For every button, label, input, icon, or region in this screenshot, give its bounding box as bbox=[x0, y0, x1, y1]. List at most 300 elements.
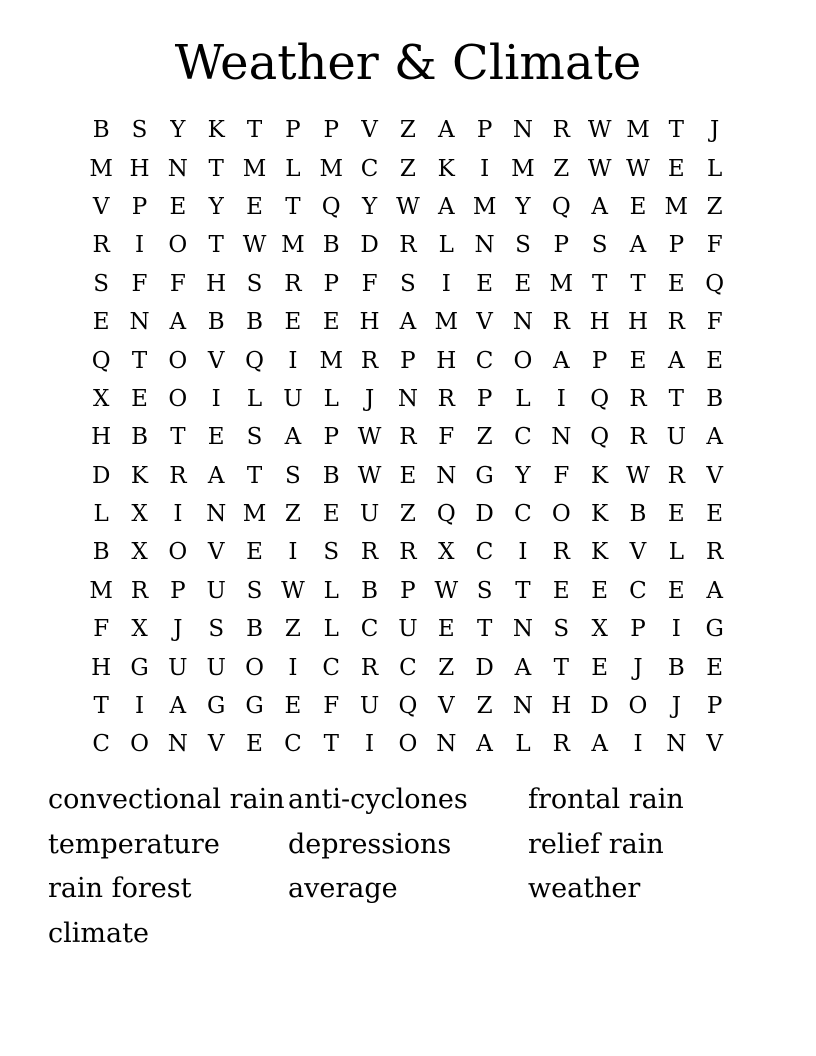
word-bank-item: depressions bbox=[288, 828, 452, 860]
grid-letter: A bbox=[591, 731, 608, 758]
grid-letter: O bbox=[551, 501, 571, 528]
grid-letter: P bbox=[668, 232, 685, 259]
grid-letter: B bbox=[322, 232, 340, 259]
grid-letter: B bbox=[706, 385, 724, 412]
grid-letter: C bbox=[629, 577, 647, 604]
grid-letter: O bbox=[168, 539, 188, 566]
grid-letter: R bbox=[552, 117, 570, 144]
grid-letter: S bbox=[246, 424, 263, 451]
grid-letter: L bbox=[668, 539, 684, 566]
grid-letter: W bbox=[626, 155, 650, 182]
grid-letter: G bbox=[705, 616, 724, 643]
grid-letter: T bbox=[323, 731, 339, 758]
grid-letter: E bbox=[246, 539, 263, 566]
grid-letter: A bbox=[706, 577, 723, 604]
grid-letter: J bbox=[671, 693, 681, 720]
word-bank-item: rain forest bbox=[48, 873, 192, 905]
grid-letter: Q bbox=[398, 693, 418, 720]
grid-letter: P bbox=[476, 117, 493, 144]
grid-letter: K bbox=[591, 462, 609, 489]
grid-letter: E bbox=[667, 577, 685, 604]
grid-letter: V bbox=[207, 539, 225, 566]
grid-row bbox=[82, 418, 734, 456]
grid-letter: F bbox=[438, 424, 455, 451]
grid-letter: S bbox=[476, 577, 493, 604]
grid-letter: O bbox=[168, 385, 188, 412]
grid-letter: D bbox=[590, 693, 609, 720]
grid-letter: I bbox=[518, 539, 528, 566]
grid-letter: F bbox=[169, 270, 186, 297]
grid-row bbox=[82, 457, 734, 495]
grid-letter: E bbox=[322, 501, 340, 528]
grid-letter: R bbox=[437, 385, 455, 412]
grid-letter: G bbox=[475, 462, 494, 489]
grid-letter: Y bbox=[208, 193, 224, 220]
grid-letter: C bbox=[92, 731, 110, 758]
grid-letter: A bbox=[437, 193, 455, 220]
grid-letter: U bbox=[168, 654, 188, 681]
letter-grid bbox=[82, 111, 734, 764]
grid-letter: T bbox=[630, 270, 646, 297]
grid-letter: E bbox=[131, 385, 148, 412]
grid-letter: U bbox=[206, 577, 226, 604]
grid-letter: R bbox=[706, 539, 724, 566]
grid-letter: H bbox=[551, 693, 572, 720]
grid-letter: C bbox=[399, 654, 417, 681]
grid-letter: B bbox=[92, 539, 110, 566]
word-bank-item: temperature bbox=[48, 828, 220, 860]
grid-letter: H bbox=[206, 270, 227, 297]
grid-letter: Z bbox=[438, 654, 455, 681]
grid-letter: C bbox=[284, 731, 302, 758]
grid-letter: Z bbox=[476, 424, 493, 451]
grid-letter: Y bbox=[170, 117, 186, 144]
grid-letter: H bbox=[627, 309, 649, 336]
grid-letter: I bbox=[288, 347, 298, 374]
grid-letter: K bbox=[207, 117, 225, 144]
grid-letter: W bbox=[626, 462, 650, 489]
grid-letter: A bbox=[591, 193, 608, 220]
grid-letter: D bbox=[475, 654, 494, 681]
grid-letter: W bbox=[242, 232, 267, 259]
grid-letter: W bbox=[587, 155, 612, 182]
grid-row bbox=[82, 610, 734, 648]
grid-letter: L bbox=[93, 501, 109, 528]
grid-letter: A bbox=[629, 232, 647, 259]
grid-letter: I bbox=[173, 501, 183, 528]
grid-letter: N bbox=[512, 616, 534, 643]
grid-letter: I bbox=[441, 270, 451, 297]
grid-letter: H bbox=[91, 654, 112, 681]
grid-letter: R bbox=[360, 654, 379, 681]
grid-letter: R bbox=[360, 347, 379, 374]
grid-letter: A bbox=[514, 654, 532, 681]
grid-letter: S bbox=[208, 616, 225, 643]
grid-letter: U bbox=[666, 424, 687, 451]
grid-letter: E bbox=[92, 309, 110, 336]
grid-letter: J bbox=[633, 654, 643, 681]
grid-letter: C bbox=[360, 616, 379, 643]
grid-letter: T bbox=[93, 693, 109, 720]
grid-letter: H bbox=[436, 347, 457, 374]
grid-letter: P bbox=[131, 193, 148, 220]
grid-letter: O bbox=[398, 731, 418, 758]
grid-letter: S bbox=[591, 232, 608, 259]
grid-letter: R bbox=[399, 539, 417, 566]
grid-letter: N bbox=[666, 731, 687, 758]
grid-letter: T bbox=[668, 385, 684, 412]
grid-letter: F bbox=[706, 232, 723, 259]
grid-letter: P bbox=[323, 117, 339, 144]
grid-letter: P bbox=[400, 347, 416, 374]
grid-letter: H bbox=[359, 309, 380, 336]
grid-letter: M bbox=[626, 117, 650, 144]
word-bank-item: weather bbox=[528, 873, 641, 905]
grid-letter: E bbox=[246, 731, 263, 758]
grid-letter: N bbox=[206, 501, 227, 528]
grid-letter: B bbox=[92, 117, 110, 144]
grid-letter: O bbox=[130, 731, 149, 758]
grid-letter: H bbox=[91, 424, 112, 451]
grid-letter: A bbox=[169, 693, 187, 720]
grid-letter: S bbox=[323, 539, 340, 566]
grid-letter: M bbox=[242, 155, 267, 182]
grid-letter: Z bbox=[706, 193, 723, 220]
grid-letter: V bbox=[629, 539, 647, 566]
grid-letter: U bbox=[398, 616, 418, 643]
grid-letter: E bbox=[591, 654, 609, 681]
grid-letter: E bbox=[591, 577, 609, 604]
grid-letter: E bbox=[437, 616, 455, 643]
grid-letter: D bbox=[475, 501, 494, 528]
grid-letter: N bbox=[167, 155, 188, 182]
grid-letter: L bbox=[323, 385, 339, 412]
grid-letter: T bbox=[246, 117, 263, 144]
grid-letter: P bbox=[706, 693, 723, 720]
grid-letter: U bbox=[359, 501, 380, 528]
grid-letter: E bbox=[667, 501, 685, 528]
grid-letter: C bbox=[514, 501, 532, 528]
grid-letter: N bbox=[436, 731, 457, 758]
grid-letter: M bbox=[319, 347, 344, 374]
grid-letter: F bbox=[323, 693, 340, 720]
grid-letter: P bbox=[323, 270, 339, 297]
grid-letter: X bbox=[131, 501, 148, 528]
grid-letter: Y bbox=[361, 193, 378, 220]
grid-letter: N bbox=[397, 385, 418, 412]
grid-letter: E bbox=[706, 347, 724, 374]
grid-letter: U bbox=[283, 385, 303, 412]
grid-letter: V bbox=[92, 193, 110, 220]
grid-letter: R bbox=[552, 309, 570, 336]
word-bank-item: convectional rain bbox=[48, 784, 285, 815]
grid-letter: S bbox=[515, 232, 531, 259]
grid-letter: N bbox=[512, 693, 534, 720]
grid-letter: M bbox=[89, 155, 113, 182]
grid-letter: P bbox=[285, 117, 301, 144]
grid-letter: I bbox=[288, 654, 298, 681]
word-bank-item: relief rain bbox=[528, 828, 664, 860]
grid-letter: R bbox=[360, 539, 379, 566]
grid-letter: A bbox=[284, 424, 302, 451]
grid-letter: I bbox=[480, 155, 490, 182]
grid-letter: B bbox=[629, 501, 647, 528]
grid-letter: Q bbox=[590, 385, 610, 412]
grid-letter: O bbox=[168, 232, 188, 259]
grid-letter: D bbox=[91, 462, 111, 489]
grid-row bbox=[82, 533, 734, 571]
grid-letter: T bbox=[246, 462, 263, 489]
grid-letter: N bbox=[512, 117, 534, 144]
grid-letter: M bbox=[472, 193, 497, 220]
grid-letter: W bbox=[357, 462, 382, 489]
grid-letter: P bbox=[170, 577, 186, 604]
grid-letter: F bbox=[131, 270, 148, 297]
grid-letter: N bbox=[436, 462, 457, 489]
grid-letter: J bbox=[364, 385, 375, 412]
grid-letter: R bbox=[552, 731, 570, 758]
grid-letter: I bbox=[288, 539, 298, 566]
grid-letter: X bbox=[438, 539, 455, 566]
grid-letter: S bbox=[131, 117, 148, 144]
grid-letter: N bbox=[474, 232, 495, 259]
grid-letter: X bbox=[92, 385, 110, 412]
grid-letter: M bbox=[242, 501, 267, 528]
grid-letter: I bbox=[556, 385, 566, 412]
grid-row bbox=[82, 341, 734, 379]
grid-letter: W bbox=[281, 577, 305, 604]
grid-letter: I bbox=[134, 693, 145, 720]
grid-letter: L bbox=[515, 731, 531, 758]
word-bank-item: anti-cyclones bbox=[288, 784, 468, 815]
grid-letter: R bbox=[169, 462, 187, 489]
grid-letter: P bbox=[323, 424, 339, 451]
grid-letter: A bbox=[399, 309, 417, 336]
grid-letter: S bbox=[400, 270, 416, 297]
grid-letter: T bbox=[131, 347, 148, 374]
grid-letter: L bbox=[246, 385, 263, 412]
grid-letter: Y bbox=[515, 193, 531, 220]
word-bank-item: average bbox=[288, 873, 398, 905]
word-bank bbox=[48, 778, 768, 957]
grid-letter: S bbox=[246, 270, 263, 297]
grid-letter: Z bbox=[284, 616, 301, 643]
grid-letter: Z bbox=[553, 155, 570, 182]
grid-letter: E bbox=[169, 193, 187, 220]
grid-letter: T bbox=[553, 654, 569, 681]
grid-letter: O bbox=[513, 347, 533, 374]
grid-letter: W bbox=[587, 117, 612, 144]
grid-letter: B bbox=[246, 616, 263, 643]
grid-letter: J bbox=[710, 117, 720, 144]
grid-letter: C bbox=[475, 347, 494, 374]
grid-row bbox=[82, 111, 734, 149]
grid-letter: Z bbox=[284, 501, 301, 528]
grid-letter: E bbox=[284, 693, 302, 720]
grid-letter: T bbox=[515, 577, 531, 604]
grid-letter: V bbox=[706, 462, 723, 489]
grid-row bbox=[82, 226, 734, 264]
grid-letter: U bbox=[206, 654, 226, 681]
grid-letter: L bbox=[707, 155, 723, 182]
grid-letter: N bbox=[551, 424, 572, 451]
grid-row bbox=[82, 687, 734, 725]
grid-letter: B bbox=[246, 309, 263, 336]
grid-letter: V bbox=[207, 731, 225, 758]
grid-letter: L bbox=[515, 385, 531, 412]
grid-letter: X bbox=[131, 616, 148, 643]
grid-letter: R bbox=[130, 577, 149, 604]
grid-row bbox=[82, 149, 734, 187]
grid-letter: A bbox=[706, 424, 723, 451]
grid-row bbox=[82, 495, 734, 533]
grid-row bbox=[82, 303, 734, 341]
grid-letter: T bbox=[668, 117, 684, 144]
grid-letter: J bbox=[173, 616, 183, 643]
grid-letter: Z bbox=[399, 501, 416, 528]
grid-letter: V bbox=[207, 347, 225, 374]
grid-letter: R bbox=[629, 385, 647, 412]
grid-letter: E bbox=[629, 347, 647, 374]
grid-letter: E bbox=[246, 193, 263, 220]
grid-letter: W bbox=[434, 577, 459, 604]
grid-letter: F bbox=[706, 309, 723, 336]
grid-letter: X bbox=[591, 616, 608, 643]
grid-letter: K bbox=[591, 539, 609, 566]
grid-letter: N bbox=[129, 309, 150, 336]
grid-letter: K bbox=[591, 501, 609, 528]
grid-letter: C bbox=[514, 424, 532, 451]
grid-letter: M bbox=[434, 309, 459, 336]
grid-letter: K bbox=[130, 462, 149, 489]
grid-letter: N bbox=[167, 731, 188, 758]
grid-letter: G bbox=[130, 654, 149, 681]
grid-letter: N bbox=[512, 309, 534, 336]
grid-letter: F bbox=[361, 270, 378, 297]
grid-row bbox=[82, 648, 734, 686]
grid-letter: P bbox=[553, 232, 570, 259]
grid-letter: V bbox=[476, 309, 493, 336]
grid-letter: Z bbox=[399, 155, 416, 182]
grid-letter: L bbox=[323, 577, 339, 604]
grid-letter: F bbox=[93, 616, 110, 643]
grid-letter: D bbox=[360, 232, 379, 259]
grid-letter: E bbox=[207, 424, 225, 451]
grid-letter: Q bbox=[245, 347, 264, 374]
grid-letter: G bbox=[207, 693, 226, 720]
grid-letter: E bbox=[629, 193, 647, 220]
grid-letter: I bbox=[134, 232, 145, 259]
grid-letter: M bbox=[664, 193, 689, 220]
grid-letter: E bbox=[476, 270, 493, 297]
grid-letter: P bbox=[400, 577, 416, 604]
grid-letter: A bbox=[476, 731, 493, 758]
grid-letter: I bbox=[671, 616, 681, 643]
grid-row bbox=[82, 725, 734, 763]
grid-letter: A bbox=[668, 347, 685, 374]
grid-letter: T bbox=[476, 616, 493, 643]
grid-letter: L bbox=[438, 232, 454, 259]
grid-letter: E bbox=[706, 654, 724, 681]
grid-row bbox=[82, 572, 734, 610]
grid-letter: U bbox=[359, 693, 380, 720]
grid-letter: S bbox=[93, 270, 110, 297]
page-title: Weather & Climate bbox=[174, 35, 642, 91]
grid-letter: M bbox=[549, 270, 574, 297]
grid-letter: M bbox=[281, 232, 305, 259]
grid-row bbox=[82, 380, 734, 418]
grid-letter: Z bbox=[399, 117, 416, 144]
grid-letter: O bbox=[245, 654, 264, 681]
grid-letter: T bbox=[170, 424, 186, 451]
grid-letter: P bbox=[476, 385, 493, 412]
grid-letter: M bbox=[89, 577, 113, 604]
grid-letter: I bbox=[365, 731, 375, 758]
grid-letter: E bbox=[322, 309, 340, 336]
grid-letter: R bbox=[92, 232, 110, 259]
grid-letter: T bbox=[208, 232, 224, 259]
grid-letter: R bbox=[667, 309, 685, 336]
grid-letter: I bbox=[633, 731, 643, 758]
grid-letter: T bbox=[208, 155, 224, 182]
grid-letter: Z bbox=[476, 693, 493, 720]
grid-letter: P bbox=[630, 616, 646, 643]
grid-letter: E bbox=[399, 462, 417, 489]
grid-letter: O bbox=[628, 693, 648, 720]
grid-letter: H bbox=[589, 309, 610, 336]
grid-letter: T bbox=[591, 270, 608, 297]
grid-letter: Q bbox=[705, 270, 725, 297]
grid-letter: G bbox=[245, 693, 264, 720]
grid-letter: Q bbox=[590, 424, 610, 451]
grid-letter: P bbox=[591, 347, 608, 374]
grid-row bbox=[82, 188, 734, 226]
grid-letter: B bbox=[322, 462, 340, 489]
grid-letter: R bbox=[552, 539, 570, 566]
grid-letter: I bbox=[211, 385, 221, 412]
grid-letter: R bbox=[284, 270, 302, 297]
grid-letter: L bbox=[285, 155, 301, 182]
grid-letter: L bbox=[323, 616, 339, 643]
grid-letter: X bbox=[131, 539, 148, 566]
grid-letter: V bbox=[706, 731, 723, 758]
grid-letter: B bbox=[361, 577, 379, 604]
grid-letter: H bbox=[129, 155, 150, 182]
grid-letter: C bbox=[475, 539, 494, 566]
grid-letter: Q bbox=[91, 347, 111, 374]
grid-letter: R bbox=[399, 424, 417, 451]
grid-letter: R bbox=[399, 232, 417, 259]
grid-letter: Y bbox=[515, 462, 531, 489]
grid-letter: K bbox=[437, 155, 455, 182]
word-bank-item: frontal rain bbox=[528, 784, 684, 815]
grid-letter: R bbox=[629, 424, 647, 451]
grid-letter: E bbox=[514, 270, 532, 297]
grid-letter: W bbox=[357, 424, 382, 451]
grid-letter: A bbox=[552, 347, 570, 374]
grid-letter: E bbox=[706, 501, 724, 528]
grid-letter: B bbox=[131, 424, 148, 451]
grid-letter: A bbox=[169, 309, 187, 336]
grid-letter: Q bbox=[321, 193, 341, 220]
grid-letter: T bbox=[285, 193, 301, 220]
grid-letter: S bbox=[246, 577, 263, 604]
grid-letter: M bbox=[511, 155, 535, 182]
grid-letter: E bbox=[284, 309, 302, 336]
grid-letter: E bbox=[667, 155, 685, 182]
grid-letter: F bbox=[553, 462, 570, 489]
word-bank-item: climate bbox=[48, 918, 149, 950]
